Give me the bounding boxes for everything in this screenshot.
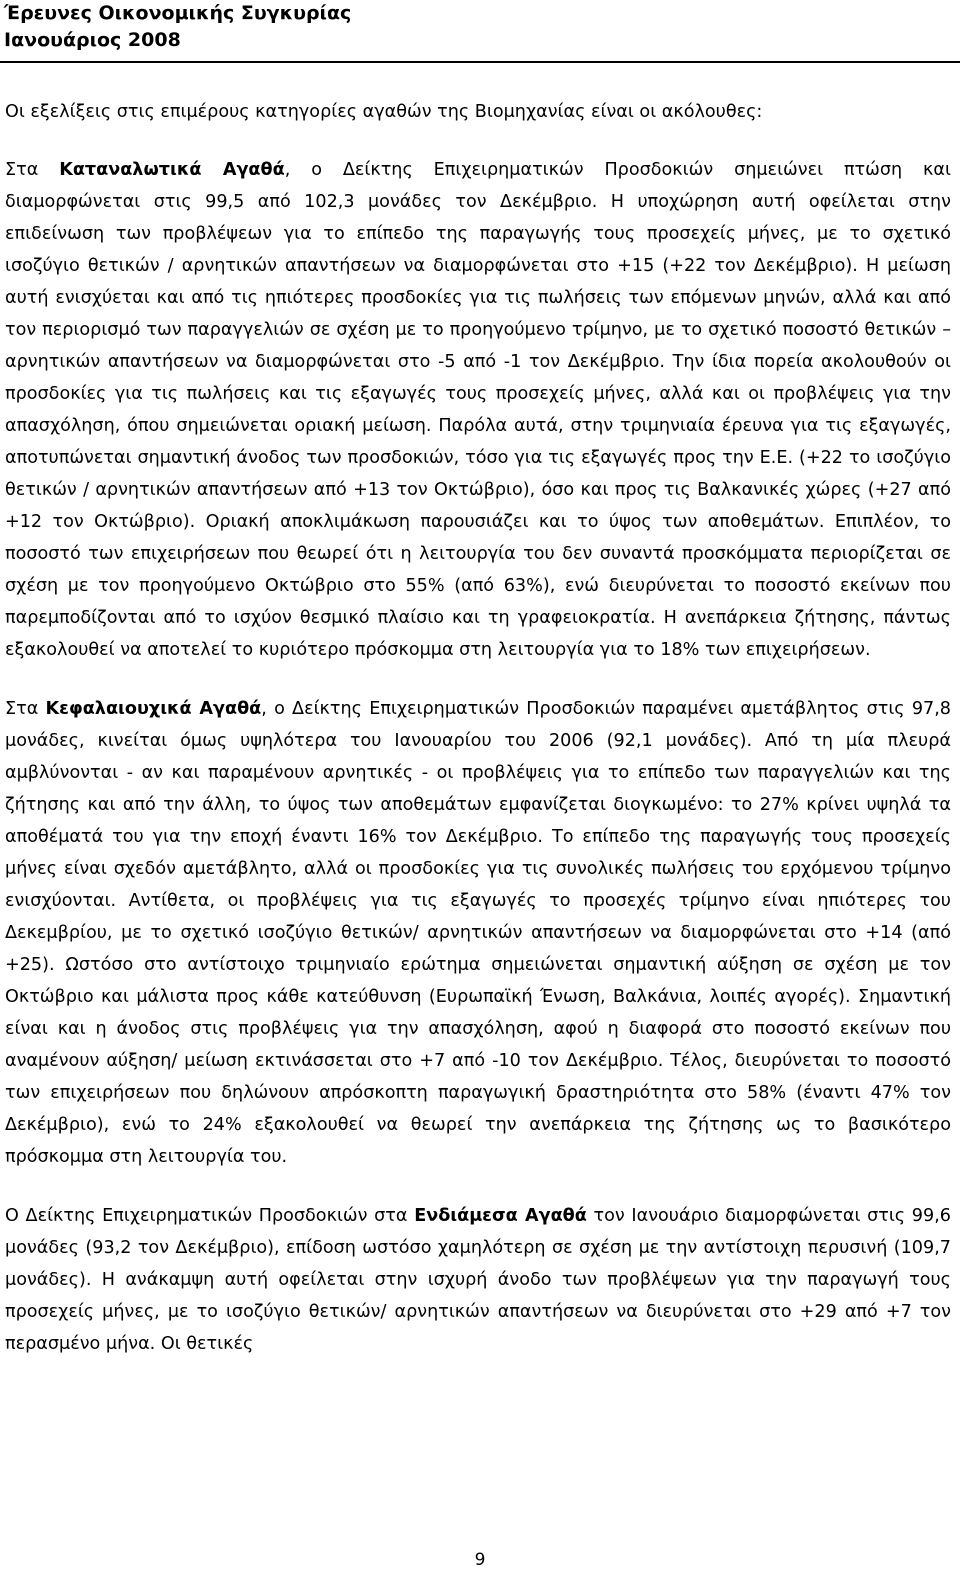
header-date: Ιανουάριος 2008 — [4, 29, 181, 51]
heading-intermediate-goods: Ενδιάμεσα Αγαθά — [414, 1206, 587, 1226]
intro-paragraph: Οι εξελίξεις στις επιμέρους κατηγορίες αγαθών της Βιομηχανίας είναι οι ακόλουθες: — [5, 102, 763, 122]
text-segment: , ο Δείκτης Επιχειρηματικών Προσδοκιών σημειώνει πτώση και διαμορφώνεται στις 99,5 από 102,3 μονάδες τον Δεκέμβριο. Η υποχώρηση αυτή οφείλεται στην επιδείνωση των προβλέψεων για το επίπεδο της παραγωγής τους προσεχείς μήνες, με το σχετικό ισοζύγιο θετικών / αρνητικών απαντήσεων να διαμορφώνεται στο +15 (+22 τον Δεκέμβριο). Η μείωση αυτή ενισχύεται και από τις ηπιότερες προσδοκίες για τις πωλήσεις των επόμενων μηνών, αλλά και από τον περιορισμό των παραγγελιών σε σχέση με το προηγούμενο τρίμηνο, με το σχετικό ποσοστό θετικών – αρνητικών απαντήσεων να διαμορφώνεται στο -5 από -1 τον Δεκέμβριο. Την ίδια πορεία ακολουθούν οι προσδοκίες για τις πωλήσεις και τις εξαγωγές τους προσεχείς μήνες, αλλά και οι προβλέψεις για την απασχόληση, όπου σημειώνεται οριακή μείωση. Παρόλα αυτά, στην τριμηνιαία έρευνα για τις εξαγωγές, αποτυπώνεται σημαντική άνοδος των προσδοκιών, τόσο για τις εξαγωγές προς την Ε.Ε. (+22 το ισοζύγιο θετικών / αρνητικών απαντήσεων από +13 τον Οκτώβριο), όσο και προς τις Βαλκανικές χώρες (+27 από +12 τον Οκτώβριο). Οριακή αποκλιμάκωση παρουσιάζει και το ύψος των αποθεμάτων. Επιπλέον, το ποσοστό των επιχειρήσεων που θεωρεί ότι η λειτουργία του δεν συναντά προσκόμματα περιορίζεται σε σχέση με τον προηγούμενο Οκτώβριο στο 55% (από 63%), ενώ διευρύνεται το ποσοστό εκείνων που παρεμποδίζονται από το ισχύον θεσμικό πλαίσιο και τη γραφειοκρατία. Η ανεπάρκεια ζήτησης, πάντως εξακολουθεί να αποτελεί το κυριότερο πρόσκομμα στη λειτουργία για το 18% των επιχειρήσεων. — [5, 160, 951, 660]
page-number: 9 — [474, 1550, 486, 1570]
text-segment: τον Ιανουάριο διαμορφώνεται στις 99,6 μονάδες (93,2 τον Δεκέμβριο), επίδοση ωστόσο χαμηλότερη σε σχέση με την αντίστοιχη περυσινή (109,7 μονάδες). Η ανάκαμψη αυτή οφείλεται στην ισχυρή άνοδο των προβλέψεων για την παραγωγή τους προσεχείς μήνες, με το ισοζύγιο θετικών/ αρνητικών απαντήσεων να διευρύνεται στο +29 από +7 τον περασμένο μήνα. Οι θετικές — [5, 1206, 951, 1354]
text-segment: , ο Δείκτης Επιχειρηματικών Προσδοκιών παραμένει αμετάβλητος στις 97,8 μονάδες, κινείται όμως υψηλότερα του Ιανουαρίου του 2006 (92,1 μονάδες). Από τη μία πλευρά αμβλύνονται - αν και παραμένουν αρνητικές - οι προβλέψεις για το επίπεδο των παραγγελιών και της ζήτησης και από την άλλη, το ύψος των αποθεμάτων εμφανίζεται διογκωμένο: το 27% κρίνει υψηλά τα αποθέματά του για την εποχή έναντι 16% τον Δεκέμβριο. Το επίπεδο της παραγωγής τους προσεχείς μήνες είναι σχεδόν αμετάβλητο, αλλά οι προσδοκίες για τις συνολικές πωλήσεις του ερχόμενου τρίμηνο ενισχύονται. Αντίθετα, οι προβλέψεις για τις εξαγωγές το προσεχές τρίμηνο είναι ηπιότερες του Δεκεμβρίου, με το σχετικό ισοζύγιο θετικών/ αρνητικών απαντήσεων να διαμορφώνεται στο +14 (από +25). Ωστόσο στο αντίστοιχο τριμηνιαίο ερώτημα σημειώνεται σημαντική αύξηση σε σχέση με τον Οκτώβριο και μάλιστα προς κάθε κατεύθυνση (Ευρωπαϊκή Ένωση, Βαλκάνια, λοιπές αγορές). Σημαντική είναι και η άνοδος στις προβλέψεις για την απασχόληση, αφού η διαφορά στο ποσοστό εκείνων που αναμένουν αύξηση/ μείωση εκτινάσσεται στο +7 από -10 τον Δεκέμβριο. Τέλος, διευρύνεται το ποσοστό των επιχειρήσεων που δηλώνουν απρόσκοπτη παραγωγική δραστηριότητα στο 58% (έναντι 47% τον Δεκέμβριο), ενώ το 24% εξακολουθεί να θεωρεί την ανεπάρκεια της ζήτησης ως το βασικότερο πρόσκομμα στη λειτουργία του. — [5, 699, 951, 1167]
text-segment: Ο Δείκτης Επιχειρηματικών Προσδοκιών στα — [5, 1206, 415, 1226]
paragraph-capital-goods — [5, 693, 951, 1173]
heading-consumer-goods: Καταναλωτικά Αγαθά — [59, 160, 285, 180]
text-segment: Στα — [5, 160, 60, 180]
paragraph-consumer-goods — [5, 154, 951, 666]
document-header — [4, 0, 351, 54]
text-segment: Στα — [5, 699, 46, 719]
heading-capital-goods: Κεφαλαιουχικά Αγαθά — [45, 699, 262, 719]
paragraph-intermediate-goods — [5, 1200, 951, 1360]
header-title: Έρευνες Οικονομικής Συγκυρίας — [4, 2, 352, 24]
header-rule — [0, 61, 960, 63]
main-content — [5, 96, 951, 1360]
